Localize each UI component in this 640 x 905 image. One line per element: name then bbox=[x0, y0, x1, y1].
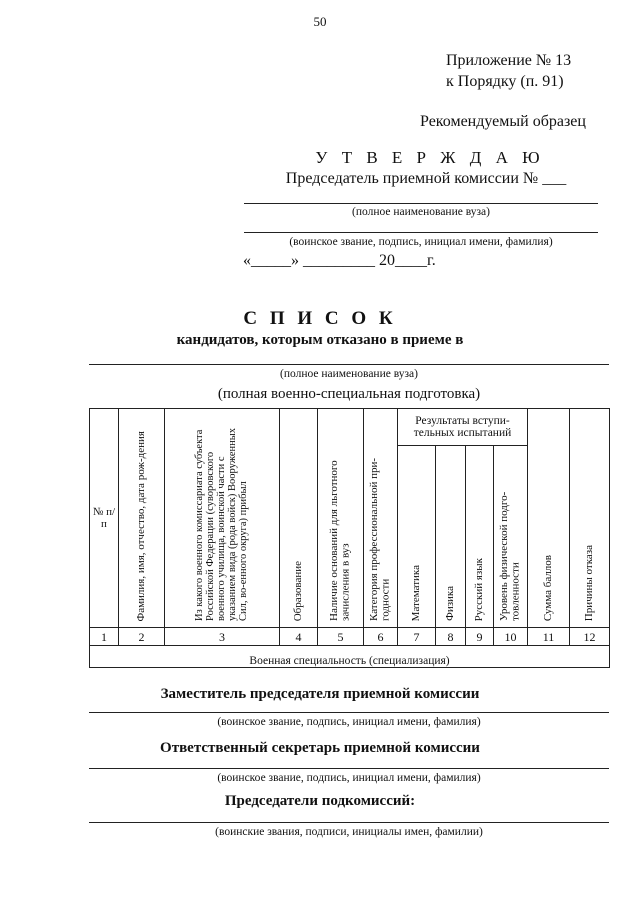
secretary-signature-line bbox=[89, 768, 609, 769]
column-number: 12 bbox=[570, 628, 610, 646]
deputy-signature-line bbox=[89, 712, 609, 713]
header-commissariat: Из какого военного комиссариата субъекта Российской Федерации (суворовского военного училища, воинской части с указанием вида (рода войск) Вооруженных Сил, во-енного округа) прибыл bbox=[165, 409, 280, 628]
deputy-title: Заместитель председателя приемной комиссии bbox=[160, 686, 480, 702]
candidates-table bbox=[89, 408, 609, 667]
column-number: 4 bbox=[280, 628, 318, 646]
column-number: 6 bbox=[364, 628, 398, 646]
column-number: 1 bbox=[90, 628, 119, 646]
header-total: Сумма баллов bbox=[528, 409, 570, 628]
deputy-caption: (воинское звание, подпись, инициал имени, фамилия) bbox=[217, 716, 481, 728]
signature-caption: (воинское звание, подпись, инициал имени, фамилия) bbox=[289, 236, 553, 248]
header-reasons: Причины отказа bbox=[570, 409, 610, 628]
university-line bbox=[244, 203, 598, 204]
university-caption: (полное наименование вуза) bbox=[352, 206, 490, 218]
recommended-sample: Рекомендуемый образец bbox=[420, 113, 586, 130]
header-education: Образование bbox=[280, 409, 318, 628]
header-category: Категория профессиональной при-годности bbox=[364, 409, 398, 628]
header-fitness: Уровень физической подго-товленности bbox=[494, 446, 528, 628]
header-math: Математика bbox=[398, 446, 436, 628]
appendix-line2: к Порядку (п. 91) bbox=[446, 73, 564, 90]
column-number: 11 bbox=[528, 628, 570, 646]
page-number: 50 bbox=[313, 14, 327, 29]
approve-heading: У Т В Е Р Ж Д А Ю bbox=[315, 148, 545, 167]
subcommission-signature-line bbox=[89, 822, 609, 823]
header-results: Результаты вступи-тельных испытаний bbox=[398, 409, 528, 446]
column-number: 7 bbox=[398, 628, 436, 646]
column-number: 5 bbox=[318, 628, 364, 646]
secretary-title: Ответственный секретарь приемной комиссии bbox=[160, 740, 480, 756]
training-caption: (полная военно-специальная подготовка) bbox=[217, 386, 481, 402]
university-name-caption: (полное наименование вуза) bbox=[280, 368, 418, 380]
column-number: 8 bbox=[436, 628, 466, 646]
specialty-row: Военная специальность (специализация) bbox=[90, 646, 610, 668]
header-no: № п/п bbox=[90, 409, 119, 628]
column-number: 10 bbox=[494, 628, 528, 646]
header-physics: Физика bbox=[436, 446, 466, 628]
chairman-line: Председатель приемной комиссии № ___ bbox=[285, 170, 567, 187]
header-grounds: Наличие оснований для льготного зачисления в вуз bbox=[318, 409, 364, 628]
document-subtitle: кандидатов, которым отказано в приеме в bbox=[176, 332, 464, 348]
column-number: 9 bbox=[466, 628, 494, 646]
subcommission-title: Председатели подкомиссий: bbox=[224, 793, 416, 809]
column-number: 2 bbox=[119, 628, 165, 646]
header-name: Фамилия, имя, отчество, дата рож-дения bbox=[119, 409, 165, 628]
signature-line bbox=[244, 232, 598, 233]
secretary-caption: (воинское звание, подпись, инициал имени, фамилия) bbox=[217, 772, 481, 784]
document-title: С П И С О К bbox=[243, 308, 397, 329]
subcommission-caption: (воинские звания, подписи, инициалы имен, фамилии) bbox=[215, 826, 483, 838]
university-name-line bbox=[89, 364, 609, 365]
header-russian: Русский язык bbox=[466, 446, 494, 628]
appendix-line1: Приложение № 13 bbox=[446, 52, 572, 69]
column-number: 3 bbox=[165, 628, 280, 646]
column-numbers-row bbox=[90, 628, 610, 646]
approval-date: «_____» _________ 20____г. bbox=[243, 252, 436, 269]
